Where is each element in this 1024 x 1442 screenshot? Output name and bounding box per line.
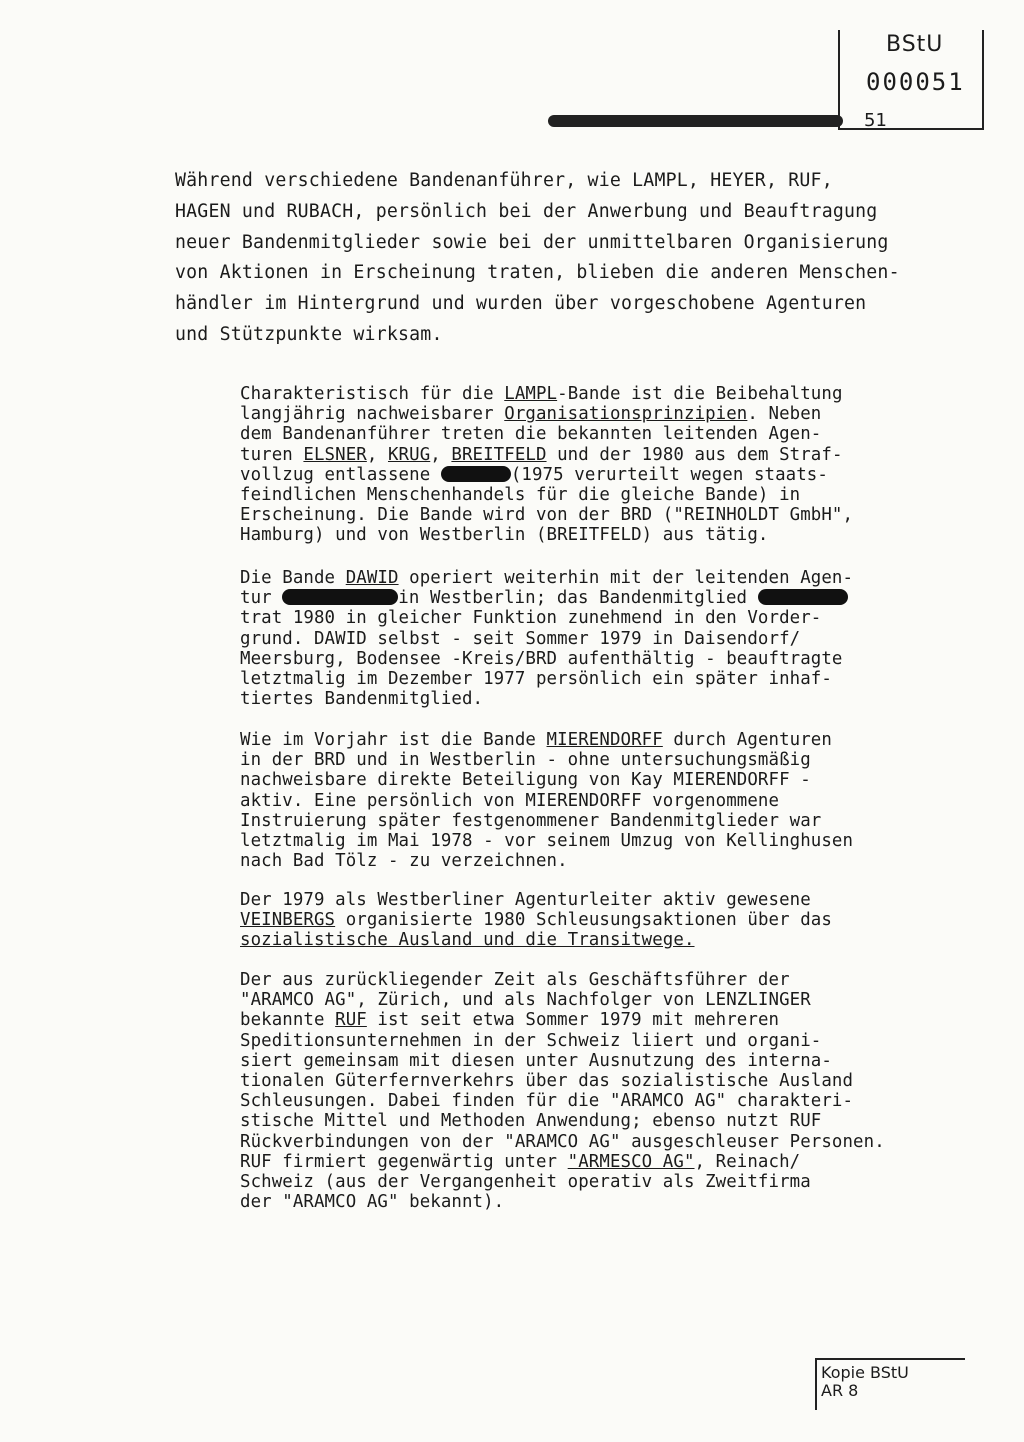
text: ist seit etwa Sommer 1979 mit mehreren (366, 1010, 780, 1031)
text: letztmalig im Mai 1978 - vor seinem Umzug von Kellinghusen (240, 831, 854, 852)
text: tur (240, 588, 283, 609)
text: letztmalig im Dezember 1977 persönlich ein später inhaf- (240, 669, 832, 690)
text: in Westberlin; das Bandenmitglied (398, 588, 758, 609)
paragraph-ruf (240, 970, 980, 1212)
text: Schweiz (aus der Vergangenheit operativ als Zweitfirma (240, 1172, 811, 1193)
intro-line: HAGEN und RUBACH, persönlich bei der Anwerbung und Beauftragung (175, 200, 878, 222)
text: grund. DAWID selbst - seit Sommer 1979 in Daisendorf/ (240, 628, 801, 649)
name-veinbergs: VEINBERGS (240, 910, 336, 931)
text: trat 1980 in gleicher Funktion zunehmend in den Vorder- (240, 608, 822, 629)
text: tionalen Güterfernverkehrs über das sozialistische Ausland (240, 1071, 854, 1092)
text: Rückverbindungen von der "ARAMCO AG" ausgeschleuser Personen. (240, 1131, 885, 1152)
text: vollzug entlassene (240, 464, 441, 485)
intro-line: Während verschiedene Bandenanführer, wie LAMPL, HEYER, RUF, (175, 170, 833, 191)
intro-line: händler im Hintergrund und wurden über vorgeschobene Agenturen (175, 293, 867, 315)
name-ruf: RUF (335, 1010, 367, 1031)
text: operiert weiterhin mit der leitenden Agen- (398, 568, 854, 588)
paragraph-veinbergs (240, 890, 980, 951)
intro-line: und Stützpunkte wirksam. (175, 323, 443, 345)
paragraph-mierendorff (240, 730, 980, 871)
text: durch Agenturen (662, 730, 832, 750)
paragraph-dawid (240, 568, 980, 709)
text: Wie im Vorjahr ist die Bande (240, 730, 547, 750)
text: organisierte 1980 Schleusungsaktionen über das (335, 910, 832, 931)
text: in der BRD und in Westberlin - ohne untersuchungsmäßig (240, 750, 811, 771)
name-krug: KRUG (387, 444, 431, 465)
text: Der 1979 als Westberliner Agenturleiter aktiv gewesene (240, 890, 811, 910)
text: , (366, 444, 388, 465)
redaction-bar (282, 589, 398, 605)
text: stische Mittel und Methoden Anwendung; ebenso nutzt RUF (240, 1111, 822, 1132)
text: nachweisbare direkte Beteiligung von Kay MIERENDORFF - (240, 770, 811, 791)
stamp-number: 000051 (866, 68, 965, 96)
text: Der aus zurückliegender Zeit als Geschäftsführer der (240, 970, 790, 990)
archive-copy-stamp (815, 1358, 965, 1410)
text: Erscheinung. Die Bande wird von der BRD ("REINHOLDT GmbH", (240, 505, 854, 526)
archive-line: Kopie BStU (821, 1363, 909, 1382)
term-organisationsprinzipien: Organisationsprinzipien (504, 404, 748, 425)
text: Die Bande (240, 568, 346, 588)
redaction-bar (758, 589, 848, 605)
text: aktiv. Eine persönlich von MIERENDORFF vorgenommene (240, 790, 780, 811)
intro-line: von Aktionen in Erscheinung traten, blieben die anderen Menschen- (175, 262, 900, 284)
text: Meersburg, Bodensee -Kreis/BRD aufenthältig - beauftragte (240, 648, 843, 669)
text: tiertes Bandenmitglied. (240, 689, 484, 710)
text: -Bande ist die Beibehaltung (557, 384, 843, 404)
text: bekannte (240, 1010, 336, 1031)
text: RUF firmiert gegenwärtig unter (240, 1151, 568, 1172)
intro-line: neuer Bandenmitglieder sowie bei der unmittelbaren Organisierung (175, 231, 889, 253)
redaction-bar (548, 115, 843, 127)
text: siert gemeinsam mit diesen unter Ausnutzung des interna- (240, 1050, 832, 1071)
text: "ARAMCO AG", Zürich, und als Nachfolger von LENZLINGER (240, 990, 811, 1011)
stamp-agency: BStU (886, 32, 944, 57)
text: feindlichen Menschenhandels für die gleiche Bande) in (240, 485, 801, 506)
text: Schleusungen. Dabei finden für die "ARAMCO AG" charakteri- (240, 1091, 854, 1112)
text: , Reinach/ (694, 1151, 801, 1172)
name-armesco: "ARMESCO AG" (567, 1151, 695, 1172)
text: Hamburg) und von Westberlin (BREITFELD) aus tätig. (240, 525, 769, 546)
paragraph-lampl (240, 384, 980, 546)
text: dem Bandenanführer treten die bekannten leitenden Agen- (240, 424, 822, 445)
archive-line: AR 8 (821, 1381, 859, 1400)
text: , (430, 444, 452, 465)
intro-paragraph (175, 166, 975, 351)
text: der "ARAMCO AG" bekannt). (240, 1192, 505, 1213)
text: (1975 verurteilt wegen staats- (510, 464, 828, 485)
text: langjährig nachweisbarer (240, 404, 505, 425)
name-lampl: LAMPL (504, 384, 558, 404)
redaction-bar (441, 466, 511, 482)
text: und der 1980 aus dem Straf- (546, 444, 843, 465)
page-number: 51 (864, 110, 887, 131)
name-breitfeld: BREITFELD (451, 444, 547, 465)
text: sozialistische Ausland und die Transitwege. (240, 930, 695, 951)
text: Speditionsunternehmen in der Schweiz liiert und organi- (240, 1030, 822, 1051)
text: turen (240, 444, 304, 465)
text: Instruierung später festgenommener Bandenmitglieder war (240, 810, 822, 831)
name-dawid: DAWID (345, 568, 399, 588)
name-mierendorff: MIERENDORFF (546, 730, 663, 750)
text: nach Bad Tölz - zu verzeichnen. (240, 851, 568, 872)
text: Charakteristisch für die (240, 384, 505, 404)
name-elsner: ELSNER (303, 444, 367, 465)
text: . Neben (747, 404, 822, 425)
